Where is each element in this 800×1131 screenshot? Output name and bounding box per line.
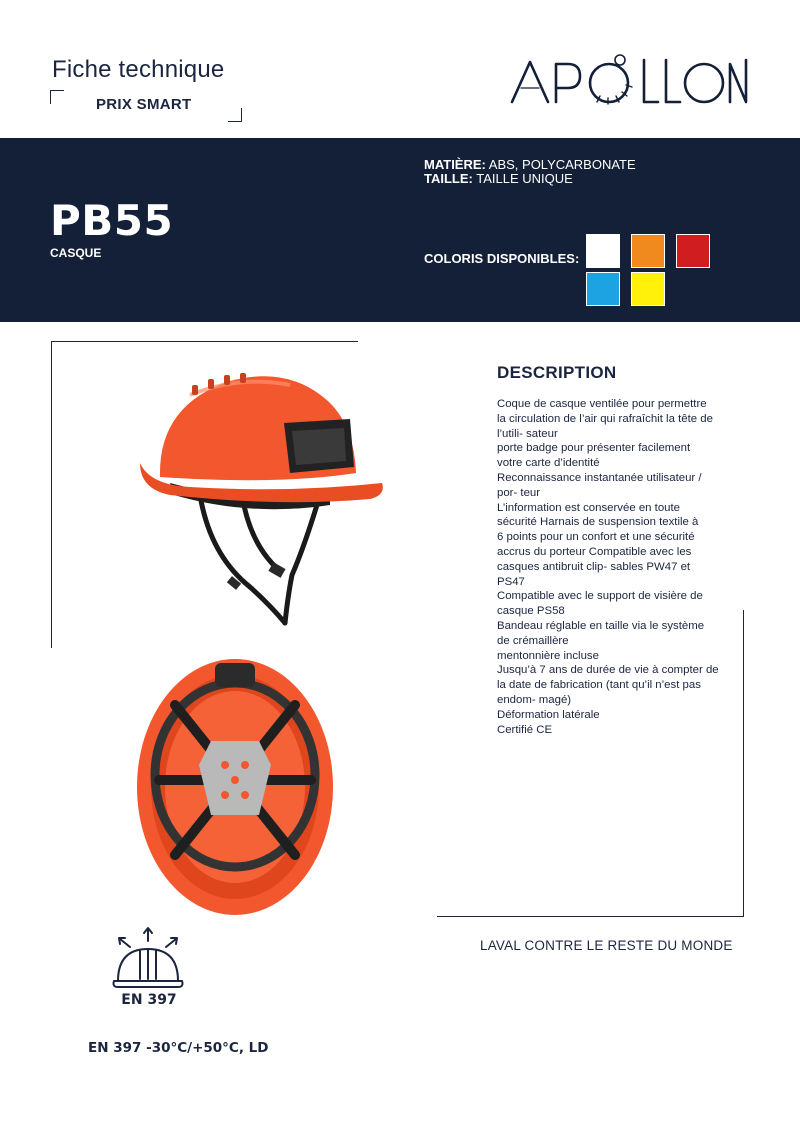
material-label: MATIÈRE:	[424, 157, 486, 172]
frame-line-left	[51, 341, 52, 648]
color-swatch-white	[586, 234, 620, 268]
material-spec	[424, 157, 636, 172]
hard-hat-icon	[110, 925, 190, 991]
description-line: mentonnière incluse	[497, 649, 599, 662]
description-list	[497, 397, 723, 737]
description-line: Certifié CE	[497, 723, 553, 736]
size-label: TAILLE:	[424, 171, 473, 186]
page-title: Fiche technique	[52, 56, 225, 83]
brand-slogan: LAVAL CONTRE LE RESTE DU MONDE	[480, 938, 733, 953]
description-line: 6 points pour un confort et une sécurité	[497, 531, 695, 544]
color-swatch-blue	[586, 272, 620, 306]
description-line: L’information est conservée en toute	[497, 501, 680, 514]
product-category: CASQUE	[50, 246, 102, 260]
size-value: TAILLE UNIQUE	[476, 171, 573, 186]
description-line: Jusqu’à 7 ans de durée de vie à compter de	[497, 664, 719, 677]
corner-bracket-top-left	[50, 90, 64, 104]
product-model: PB55	[50, 196, 174, 245]
size-spec	[424, 171, 573, 186]
price-tier-label: PRIX SMART	[96, 96, 192, 113]
colors-label: COLORIS DISPONIBLES:	[424, 251, 580, 266]
description-line: Déformation latérale	[497, 708, 600, 721]
description-line: l’utili- sateur	[497, 427, 558, 440]
description-line: Bandeau réglable en taille via le système	[497, 619, 705, 632]
color-swatch-red	[676, 234, 710, 268]
description-line: Compatible avec le support de visière de	[497, 590, 703, 603]
description-line: porte badge pour présenter facilement	[497, 442, 691, 455]
description-line: la date de fabrication (tant qu’il n’est pas	[497, 679, 701, 692]
color-swatch-orange	[631, 234, 665, 268]
material-value: ABS, POLYCARBONATE	[488, 157, 636, 172]
description-title: DESCRIPTION	[497, 363, 617, 382]
description-line: casque PS58	[497, 605, 565, 618]
description-line: PS47	[497, 575, 525, 588]
description-line: endom- magé)	[497, 693, 572, 706]
description-line: la circulation de l’air qui rafraîchit la tête de	[497, 412, 713, 425]
color-swatch-yellow	[631, 272, 665, 306]
description-line: por- teur	[497, 486, 541, 499]
description-line: de crémaillère	[497, 634, 569, 647]
norm-detail: EN 397 -30°C/+50°C, LD	[88, 1040, 269, 1056]
description-line: Coque de casque ventilée pour permettre	[497, 398, 707, 410]
description-line: accrus du porteur Compatible avec les	[497, 545, 692, 558]
brand-logo	[508, 52, 748, 110]
brand-name: APOLLON	[508, 52, 513, 53]
corner-bracket-bottom-right	[228, 108, 242, 122]
frame-line-bottom	[437, 916, 744, 917]
frame-line-top	[51, 341, 358, 342]
description-line: sécurité Harnais de suspension textile à	[497, 516, 699, 529]
description-line: Reconnaissance instantanée utilisateur /	[497, 471, 702, 484]
norm-label: EN 397	[121, 992, 177, 1008]
description-line: casques antibruit clip- sables PW47 et	[497, 560, 691, 573]
description-line: votre carte d’identité	[497, 457, 600, 470]
helmet-underside-photo	[135, 655, 335, 917]
product-header-band	[0, 138, 800, 322]
helmet-side-photo	[130, 355, 390, 635]
frame-line-right	[743, 610, 744, 917]
